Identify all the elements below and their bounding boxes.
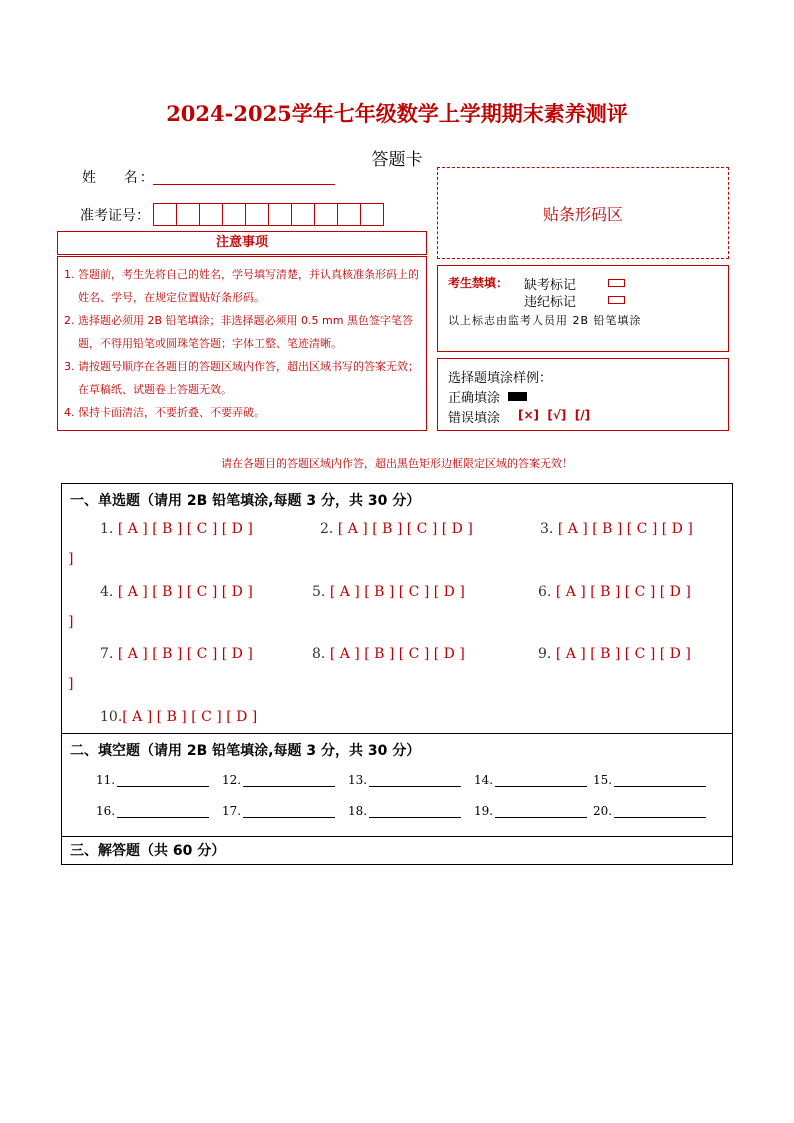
blank-16[interactable]: 16.	[96, 804, 209, 818]
mc-row	[62, 521, 732, 541]
notice-item: 4. 保持卡面清洁，不要折叠、不要弄破。	[64, 406, 265, 419]
notice-item: 3. 请按题号顺序在各题目的答题区域内作答，超出区域书写的答案无效；在草稿纸、试题卷上答题无效。	[64, 360, 419, 396]
exam-id-digit-box[interactable]	[153, 203, 177, 226]
blank-18[interactable]: 18.	[348, 804, 461, 818]
blank-14[interactable]: 14.	[474, 773, 587, 787]
blank-12[interactable]: 12.	[222, 773, 335, 787]
exam-id-digit-box[interactable]	[199, 203, 223, 226]
mc-question-9[interactable]: 9. [ A ] [ B ] [ C ] [ D ]	[538, 646, 691, 662]
page-title: 2024-2025学年七年级数学上学期期末素养测评	[166, 101, 628, 126]
fill-sample-box	[437, 358, 729, 431]
mc-question-1[interactable]: 1. [ A ] [ B ] [ C ] [ D ]	[100, 521, 253, 537]
name-label: 姓 名：	[82, 170, 156, 186]
absent-mark-label: 缺考标记	[524, 278, 577, 293]
mc-bracket-tail: ]	[68, 676, 74, 692]
wrong-fill-label: 错误填涂	[448, 411, 501, 426]
blank-17[interactable]: 17.	[222, 804, 335, 818]
examinee-restricted-box	[437, 265, 729, 352]
mc-question-3[interactable]: 3. [ A ] [ B ] [ C ] [ D ]	[540, 521, 693, 537]
mc-question-2[interactable]: 2. [ A ] [ B ] [ C ] [ D ]	[320, 521, 473, 537]
violation-mark-label: 违纪标记	[524, 295, 577, 310]
notice-body	[57, 256, 427, 431]
mc-bracket-tail: ]	[68, 614, 74, 630]
answer-area	[61, 483, 733, 865]
section2-title: 二、填空题（请用 2B 铅笔填涂,每题 3 分，共 30 分）	[70, 743, 421, 759]
section-divider	[62, 733, 732, 734]
mc-question-4[interactable]: 4. [ A ] [ B ] [ C ] [ D ]	[100, 584, 253, 600]
exam-id-digit-box[interactable]	[222, 203, 246, 226]
exam-id-digit-box[interactable]	[291, 203, 315, 226]
exam-id-digit-box[interactable]	[268, 203, 292, 226]
blank-13[interactable]: 13.	[348, 773, 461, 787]
wrong-fill-samples: [×] [√] [/]	[518, 408, 591, 422]
violation-mark-box[interactable]	[608, 296, 625, 304]
mc-row	[62, 709, 732, 729]
barcode-label: 贴条形码区	[542, 204, 623, 224]
exam-id-digit-box[interactable]	[245, 203, 269, 226]
exam-id-digit-box[interactable]	[337, 203, 361, 226]
blank-20[interactable]: 20.	[593, 804, 706, 818]
page-subtitle: 答题卡	[371, 150, 423, 170]
exam-id-digit-box[interactable]	[360, 203, 384, 226]
correct-fill-sample	[508, 392, 527, 401]
notice-item: 2. 选择题必须用 2B 铅笔填涂；非选择题必须用 0.5 mm 黑色签字笔答题，不得用铅笔或圆珠笔答题；字体工整、笔迹清晰。	[64, 314, 413, 350]
blank-11[interactable]: 11.	[96, 773, 209, 787]
mc-row	[62, 584, 732, 604]
mc-question-8[interactable]: 8. [ A ] [ B ] [ C ] [ D ]	[312, 646, 465, 662]
exam-id-boxes[interactable]	[153, 203, 383, 226]
section3-title: 三、解答题（共 60 分）	[70, 843, 226, 859]
sample-title: 选择题填涂样例：	[448, 371, 553, 386]
barcode-area	[437, 167, 729, 259]
answer-warning: 请在各题目的答题区域内作答，超出黑色矩形边框限定区域的答案无效！	[221, 457, 573, 470]
examinee-note: 以上标志由监考人员用 2B 铅笔填涂	[448, 314, 642, 327]
exam-id-digit-box[interactable]	[314, 203, 338, 226]
notice-item: 1. 答题前，考生先将自己的姓名，学号填写清楚，并认真核准条形码上的姓名、学号，在规定位置贴好条形码。	[64, 268, 419, 304]
mc-bracket-tail: ]	[68, 551, 74, 567]
absent-mark-box[interactable]	[608, 279, 625, 287]
notice-title: 注意事项	[57, 231, 427, 255]
mc-question-7[interactable]: 7. [ A ] [ B ] [ C ] [ D ]	[100, 646, 253, 662]
examinee-label: 考生禁填：	[448, 276, 509, 290]
mc-question-10[interactable]: 10.[ A ] [ B ] [ C ] [ D ]	[100, 709, 258, 725]
blank-19[interactable]: 19.	[474, 804, 587, 818]
mc-question-6[interactable]: 6. [ A ] [ B ] [ C ] [ D ]	[538, 584, 691, 600]
blank-15[interactable]: 15.	[593, 773, 706, 787]
mc-row	[62, 646, 732, 666]
section1-title: 一、单选题（请用 2B 铅笔填涂,每题 3 分，共 30 分）	[70, 493, 421, 509]
section-divider	[62, 836, 732, 837]
name-field[interactable]	[153, 183, 335, 185]
correct-fill-label: 正确填涂	[448, 391, 501, 406]
exam-id-digit-box[interactable]	[176, 203, 200, 226]
mc-question-5[interactable]: 5. [ A ] [ B ] [ C ] [ D ]	[312, 584, 465, 600]
exam-id-label: 准考证号：	[80, 208, 150, 224]
